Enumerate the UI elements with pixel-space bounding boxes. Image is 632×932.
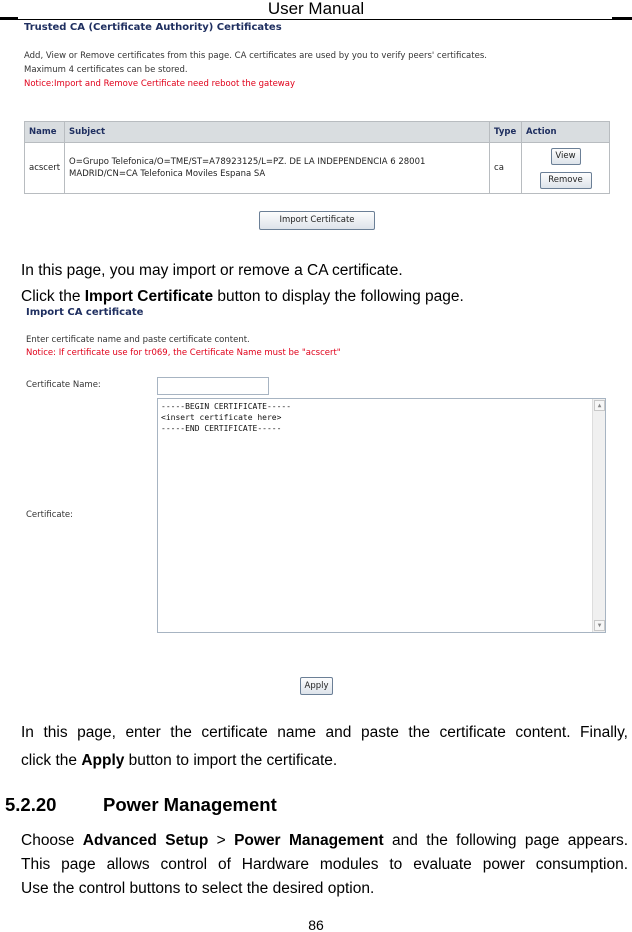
import-certificate-button[interactable]: Import Certificate: [259, 211, 375, 230]
table-header-row: [25, 122, 610, 143]
paragraph-import-instruction: [21, 287, 464, 306]
cert-line-end: -----END CERTIFICATE-----: [161, 424, 282, 433]
para4-prefix: Choose: [21, 832, 83, 849]
import-ca-description: Enter certificate name and paste certificate content.: [26, 335, 250, 345]
header-rule-right: [612, 17, 632, 20]
trusted-ca-title: Trusted CA (Certificate Authority) Certificates: [24, 22, 282, 33]
trusted-ca-description: Add, View or Remove certificates from this page. CA certificates are used by you to verify peers' certificates.: [24, 51, 487, 61]
para3-prefix: click the: [21, 752, 82, 769]
certificate-name-input[interactable]: [157, 377, 269, 395]
ca-certificate-table: [24, 121, 610, 194]
cert-action-cell: [522, 143, 610, 194]
para3-suffix: button to import the certificate.: [124, 752, 338, 769]
paragraph-intro: In this page, you may import or remove a CA certificate.: [21, 262, 403, 279]
scroll-down-arrow-icon[interactable]: ▼: [594, 620, 605, 631]
section-heading: [5, 794, 277, 816]
para2-bold: Import Certificate: [84, 288, 214, 305]
certificate-textarea[interactable]: [157, 398, 606, 633]
trusted-ca-screenshot: [20, 20, 611, 233]
certificate-label: Certificate:: [26, 510, 74, 520]
paragraph-apply-line2: [21, 751, 337, 770]
cert-type-cell: ca: [490, 143, 522, 194]
certificate-name-label: Certificate Name:: [26, 380, 101, 390]
para4-suffix: and the following page appears.: [383, 832, 629, 849]
page-number: 86: [308, 917, 324, 932]
trusted-ca-notice: Notice:Import and Remove Certificate need reboot the gateway: [24, 79, 295, 89]
para2-prefix: Click the: [21, 288, 85, 305]
para3-bold: Apply: [81, 752, 125, 769]
para2-suffix: button to display the following page.: [213, 288, 464, 305]
cert-line-insert: <insert certificate here>: [161, 413, 282, 422]
cert-name-cell: acscert: [25, 143, 65, 194]
page-header: User Manual: [267, 0, 365, 18]
paragraph-power-line1: [21, 831, 628, 850]
para4-sep: >: [208, 832, 235, 849]
scroll-up-arrow-icon[interactable]: ▲: [594, 400, 605, 411]
cert-subject-line1: O=Grupo Telefonica/O=TME/ST=A78923125/L=PZ. DE LA INDEPENDENCIA 6 28001: [69, 157, 426, 167]
paragraph-apply-line1: In this page, enter the certificate name and paste the certificate content. Finally,: [21, 724, 628, 741]
apply-button[interactable]: Apply: [300, 677, 333, 695]
cert-subject-cell: [65, 143, 490, 194]
view-button[interactable]: View: [551, 148, 581, 165]
import-ca-notice: Notice: If certificate use for tr069, the Certificate Name must be "acscert": [26, 348, 341, 358]
import-ca-title: Import CA certificate: [26, 307, 144, 318]
paragraph-power-line3: Use the control buttons to select the desired option.: [21, 880, 375, 897]
trusted-ca-max-note: Maximum 4 certificates can be stored.: [24, 65, 188, 75]
para4-bold2: Power Management: [234, 832, 384, 849]
textarea-scrollbar[interactable]: [592, 399, 605, 632]
cert-line-begin: -----BEGIN CERTIFICATE-----: [161, 402, 292, 411]
section-number: 5.2.20: [5, 794, 57, 815]
column-subject-header: Subject: [65, 122, 490, 143]
table-row: [25, 143, 610, 194]
column-name-header: Name: [25, 122, 65, 143]
column-type-header: Type: [490, 122, 522, 143]
header-rule-left: [0, 17, 18, 20]
section-title: Power Management: [103, 794, 277, 815]
cert-subject-line2: MADRID/CN=CA Telefonica Moviles Espana SA: [69, 169, 266, 179]
remove-button[interactable]: Remove: [540, 172, 592, 189]
column-action-header: Action: [522, 122, 610, 143]
paragraph-power-line2: This page allows control of Hardware modules to evaluate power consumption.: [21, 856, 628, 873]
para4-bold1: Advanced Setup: [82, 832, 209, 849]
import-ca-screenshot: [20, 306, 611, 697]
